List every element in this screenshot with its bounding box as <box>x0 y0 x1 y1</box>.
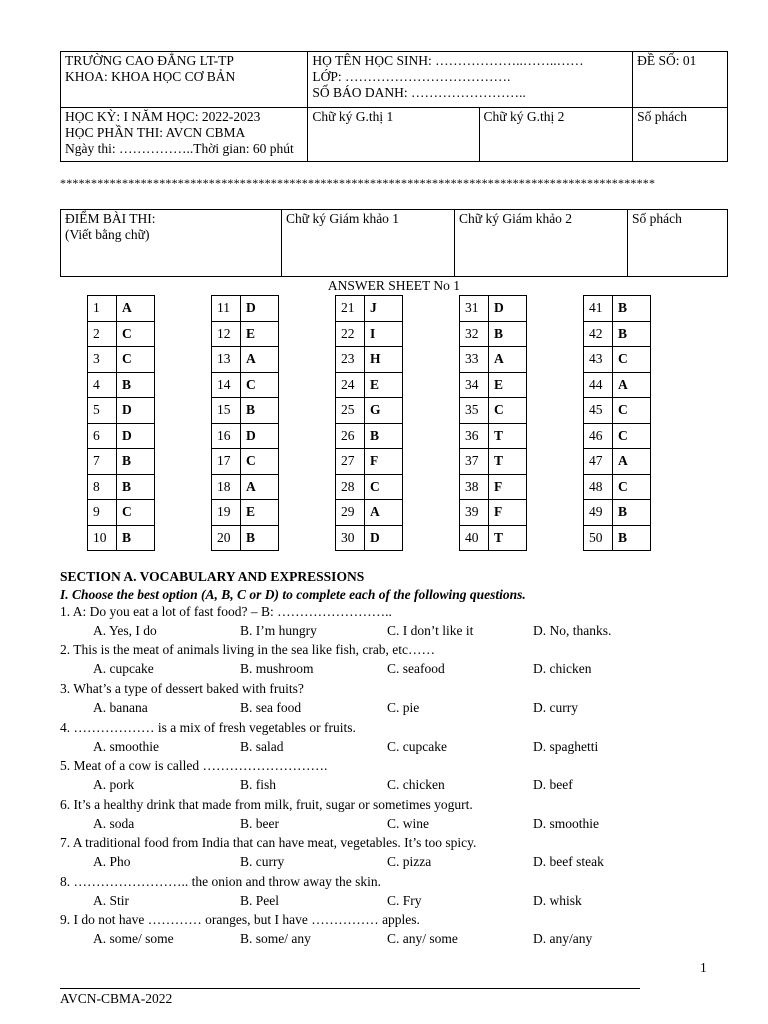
question-text: 1. A: Do you eat a lot of fast food? – B: …………………….. <box>60 604 392 619</box>
option-c: C. cupcake <box>387 739 447 754</box>
answer-row <box>336 449 403 475</box>
answer-number: 7 <box>88 449 117 475</box>
answer-letter: F <box>489 500 527 526</box>
exam-code-cell <box>633 52 728 108</box>
answer-number: 12 <box>212 321 241 347</box>
exam-date-time: Ngày thi: ……………..Thời gian: 60 phút <box>65 141 294 156</box>
answer-row <box>212 321 279 347</box>
answer-letter: T <box>489 449 527 475</box>
answer-letter: D <box>117 398 155 424</box>
answer-row <box>88 474 155 500</box>
question-text: 4. ……………… is a mix of fresh vegetables or fruits. <box>60 720 356 735</box>
answer-letter: B <box>613 500 651 526</box>
option-b: B. fish <box>240 777 277 792</box>
answer-row <box>460 423 527 449</box>
answer-letter: D <box>117 423 155 449</box>
answer-letter: H <box>365 347 403 373</box>
option-b: B. some/ any <box>240 931 311 946</box>
option-d: D. spaghetti <box>533 739 599 754</box>
answer-number: 31 <box>460 296 489 322</box>
answer-column-4 <box>459 295 527 551</box>
question-options <box>93 816 733 834</box>
proctor1-signature-cell <box>308 108 479 162</box>
semester-year: HỌC KỲ: I NĂM HỌC: 2022-2023 <box>65 109 261 124</box>
answer-letter: C <box>489 398 527 424</box>
exam-code: ĐỀ SỐ: 01 <box>637 53 697 68</box>
answer-number: 45 <box>584 398 613 424</box>
answer-letter: E <box>241 500 279 526</box>
score-table <box>60 209 728 277</box>
answer-number: 48 <box>584 474 613 500</box>
answer-number: 20 <box>212 525 241 551</box>
answer-number: 50 <box>584 525 613 551</box>
option-c: C. I don’t like it <box>387 623 474 638</box>
option-c: C. pizza <box>387 854 432 869</box>
answer-row <box>212 449 279 475</box>
question-options <box>93 700 733 718</box>
answer-row <box>336 525 403 551</box>
answer-number: 13 <box>212 347 241 373</box>
answer-number: 6 <box>88 423 117 449</box>
question-text: 2. This is the meat of animals living in the sea like fish, crab, etc…… <box>60 642 436 657</box>
answer-number: 28 <box>336 474 365 500</box>
answer-number: 39 <box>460 500 489 526</box>
answer-row <box>584 372 651 398</box>
answer-number: 11 <box>212 296 241 322</box>
answer-row <box>584 296 651 322</box>
answer-number: 38 <box>460 474 489 500</box>
answer-number: 42 <box>584 321 613 347</box>
option-b: B. I’m hungry <box>240 623 317 638</box>
answer-letter: C <box>241 449 279 475</box>
section-title: SECTION A. VOCABULARY AND EXPRESSIONS <box>60 569 365 584</box>
answer-number: 25 <box>336 398 365 424</box>
exam-info-cell <box>61 108 308 162</box>
answer-row <box>336 372 403 398</box>
answer-letter: D <box>365 525 403 551</box>
answer-letter: T <box>489 525 527 551</box>
score-cell <box>61 210 282 277</box>
question-options <box>93 854 733 872</box>
page-number: 1 <box>700 960 707 975</box>
option-c: C. pie <box>387 700 420 715</box>
answer-row <box>460 296 527 322</box>
answer-letter: E <box>489 372 527 398</box>
answer-letter: D <box>489 296 527 322</box>
answer-letter: C <box>613 474 651 500</box>
answer-row <box>460 525 527 551</box>
question-options <box>93 931 733 949</box>
answer-row <box>212 474 279 500</box>
answer-letter: C <box>117 500 155 526</box>
answer-number: 16 <box>212 423 241 449</box>
question-text: 3. What’s a type of dessert baked with fruits? <box>60 681 304 696</box>
option-d: D. any/any <box>533 931 593 946</box>
answer-letter: A <box>241 347 279 373</box>
answer-row <box>88 500 155 526</box>
answer-row <box>584 449 651 475</box>
answer-row <box>460 398 527 424</box>
answer-number: 26 <box>336 423 365 449</box>
examiner1-label: Chữ ký Giám khảo 1 <box>286 211 400 226</box>
answer-letter: C <box>117 321 155 347</box>
answer-number: 30 <box>336 525 365 551</box>
answer-row <box>88 347 155 373</box>
answer-number: 10 <box>88 525 117 551</box>
answer-row <box>212 296 279 322</box>
answer-letter: C <box>241 372 279 398</box>
option-d: D. chicken <box>533 661 592 676</box>
examiner2-label: Chữ ký Giám khảo 2 <box>459 211 573 226</box>
answer-row <box>336 321 403 347</box>
option-c: C. wine <box>387 816 429 831</box>
id-number-field: SỐ BÁO DANH: …………………….. <box>312 85 526 100</box>
answer-row <box>584 474 651 500</box>
answer-letter: B <box>365 423 403 449</box>
answer-column-1 <box>87 295 155 551</box>
answer-row <box>212 500 279 526</box>
question-options <box>93 661 733 679</box>
proctor2-signature-cell <box>479 108 633 162</box>
question-text: 9. I do not have ………… oranges, but I have …………… apples. <box>60 912 420 927</box>
answer-letter: T <box>489 423 527 449</box>
answer-letter: A <box>613 449 651 475</box>
answer-row <box>88 398 155 424</box>
answer-row <box>460 500 527 526</box>
answer-row <box>584 525 651 551</box>
answer-number: 9 <box>88 500 117 526</box>
answer-number: 37 <box>460 449 489 475</box>
answer-number: 15 <box>212 398 241 424</box>
answer-row <box>336 296 403 322</box>
answer-row <box>88 296 155 322</box>
option-d: D. No, thanks. <box>533 623 612 638</box>
answer-number: 2 <box>88 321 117 347</box>
subject: HỌC PHẦN THI: AVCN CBMA <box>65 125 246 140</box>
answer-letter: B <box>613 321 651 347</box>
answer-number: 22 <box>336 321 365 347</box>
answer-row <box>336 423 403 449</box>
school-name: TRƯỜNG CAO ĐẲNG LT-TP <box>65 53 234 68</box>
score-hint: (Viết bằng chữ) <box>65 227 150 242</box>
answer-number: 4 <box>88 372 117 398</box>
answer-letter: A <box>241 474 279 500</box>
option-a: A. Yes, I do <box>93 623 157 638</box>
proctor1-signature-label: Chữ ký G.thị 1 <box>312 109 394 124</box>
student-info-cell <box>308 52 633 108</box>
option-a: A. soda <box>93 816 135 831</box>
question-options <box>93 623 733 641</box>
answer-column-5 <box>583 295 651 551</box>
answer-row <box>88 321 155 347</box>
answer-letter: B <box>613 296 651 322</box>
answer-letter: C <box>613 398 651 424</box>
header-code-label: Số phách <box>637 109 688 124</box>
class-field: LỚP: ………………………………. <box>312 69 511 84</box>
examiner1-cell <box>282 210 455 277</box>
answer-number: 21 <box>336 296 365 322</box>
option-c: C. any/ some <box>387 931 458 946</box>
option-a: A. cupcake <box>93 661 154 676</box>
answer-row <box>88 449 155 475</box>
answer-number: 32 <box>460 321 489 347</box>
option-a: A. banana <box>93 700 148 715</box>
answer-letter: A <box>489 347 527 373</box>
answer-letter: E <box>365 372 403 398</box>
answer-letter: A <box>117 296 155 322</box>
option-a: A. pork <box>93 777 135 792</box>
answer-letter: A <box>365 500 403 526</box>
header-code-cell <box>633 108 728 162</box>
answer-letter: B <box>117 449 155 475</box>
answer-letter: C <box>613 347 651 373</box>
score-label: ĐIỂM BÀI THI: <box>65 211 156 226</box>
answer-number: 5 <box>88 398 117 424</box>
answer-number: 36 <box>460 423 489 449</box>
answer-row <box>212 398 279 424</box>
answer-row <box>212 347 279 373</box>
option-b: B. sea food <box>240 700 302 715</box>
question-options <box>93 739 733 757</box>
answer-number: 29 <box>336 500 365 526</box>
answer-row <box>212 423 279 449</box>
answer-column-3 <box>335 295 403 551</box>
footer-code: AVCN-CBMA-2022 <box>60 991 173 1006</box>
examiner2-cell <box>455 210 628 277</box>
answer-row <box>336 347 403 373</box>
answer-letter: B <box>117 525 155 551</box>
answer-number: 41 <box>584 296 613 322</box>
answer-letter: F <box>489 474 527 500</box>
answer-letter: C <box>117 347 155 373</box>
answer-number: 19 <box>212 500 241 526</box>
answer-number: 49 <box>584 500 613 526</box>
answer-number: 43 <box>584 347 613 373</box>
option-d: D. curry <box>533 700 578 715</box>
option-c: C. seafood <box>387 661 445 676</box>
student-name-field: HỌ TÊN HỌC SINH: ………………..……..…… <box>312 53 584 68</box>
answer-letter: D <box>241 423 279 449</box>
exam-header-table <box>60 51 728 162</box>
answer-letter: C <box>613 423 651 449</box>
answer-row <box>212 525 279 551</box>
answer-number: 1 <box>88 296 117 322</box>
section-instruction: I. Choose the best option (A, B, C or D) to complete each of the following questions. <box>60 587 526 602</box>
option-a: A. some/ some <box>93 931 174 946</box>
option-d: D. whisk <box>533 893 582 908</box>
answer-number: 23 <box>336 347 365 373</box>
question-text: 5. Meat of a cow is called ………………………. <box>60 758 328 773</box>
answer-letter: C <box>365 474 403 500</box>
answer-letter: I <box>365 321 403 347</box>
answer-row <box>584 423 651 449</box>
answer-row <box>212 372 279 398</box>
answer-row <box>584 347 651 373</box>
answer-number: 3 <box>88 347 117 373</box>
answer-row <box>336 500 403 526</box>
answer-row <box>460 347 527 373</box>
answer-row <box>460 372 527 398</box>
answer-row <box>88 372 155 398</box>
option-b: B. mushroom <box>240 661 314 676</box>
option-b: B. salad <box>240 739 284 754</box>
answer-letter: B <box>613 525 651 551</box>
answer-letter: D <box>241 296 279 322</box>
option-b: B. beer <box>240 816 279 831</box>
answer-number: 33 <box>460 347 489 373</box>
option-c: C. chicken <box>387 777 445 792</box>
answer-number: 35 <box>460 398 489 424</box>
answer-row <box>336 474 403 500</box>
answer-sheet-title: ANSWER SHEET No 1 <box>327 278 461 293</box>
question-options <box>93 777 733 795</box>
answer-letter: B <box>117 372 155 398</box>
answer-letter: F <box>365 449 403 475</box>
proctor2-signature-label: Chữ ký G.thị 2 <box>483 109 565 124</box>
answer-row <box>460 449 527 475</box>
answer-number: 24 <box>336 372 365 398</box>
option-a: A. Pho <box>93 854 131 869</box>
answer-number: 34 <box>460 372 489 398</box>
option-b: B. Peel <box>240 893 279 908</box>
answer-number: 40 <box>460 525 489 551</box>
answer-letter: B <box>241 525 279 551</box>
answer-letter: B <box>117 474 155 500</box>
question-text: 6. It’s a healthy drink that made from milk, fruit, sugar or sometimes yogurt. <box>60 797 473 812</box>
question-text: 8. …………………….. the onion and throw away the skin. <box>60 874 381 889</box>
answer-number: 8 <box>88 474 117 500</box>
option-d: D. beef <box>533 777 573 792</box>
score-code-cell <box>628 210 728 277</box>
answer-letter: J <box>365 296 403 322</box>
answer-row <box>460 321 527 347</box>
footer-rule <box>60 988 640 989</box>
answer-number: 46 <box>584 423 613 449</box>
option-d: D. smoothie <box>533 816 599 831</box>
answer-number: 17 <box>212 449 241 475</box>
answer-number: 47 <box>584 449 613 475</box>
option-d: D. beef steak <box>533 854 604 869</box>
separator-line: ************************************************************************************************ <box>60 176 656 190</box>
option-a: A. Stir <box>93 893 130 908</box>
answer-number: 14 <box>212 372 241 398</box>
answer-number: 44 <box>584 372 613 398</box>
answer-row <box>584 398 651 424</box>
score-code-label: Số phách <box>632 211 682 226</box>
answer-row <box>88 423 155 449</box>
option-b: B. curry <box>240 854 285 869</box>
answer-letter: B <box>241 398 279 424</box>
answer-number: 27 <box>336 449 365 475</box>
answer-letter: B <box>489 321 527 347</box>
answer-letter: A <box>613 372 651 398</box>
question-text: 7. A traditional food from India that can have meat, vegetables. It’s too spicy. <box>60 835 477 850</box>
faculty-name: KHOA: KHOA HỌC CƠ BẢN <box>65 69 236 84</box>
answer-row <box>88 525 155 551</box>
answer-row <box>584 500 651 526</box>
answer-column-2 <box>211 295 279 551</box>
question-options <box>93 893 733 911</box>
option-a: A. smoothie <box>93 739 159 754</box>
answer-letter: E <box>241 321 279 347</box>
answer-row <box>584 321 651 347</box>
answer-letter: G <box>365 398 403 424</box>
school-cell <box>61 52 308 108</box>
answer-row <box>460 474 527 500</box>
answer-number: 18 <box>212 474 241 500</box>
option-c: C. Fry <box>387 893 422 908</box>
answer-row <box>336 398 403 424</box>
